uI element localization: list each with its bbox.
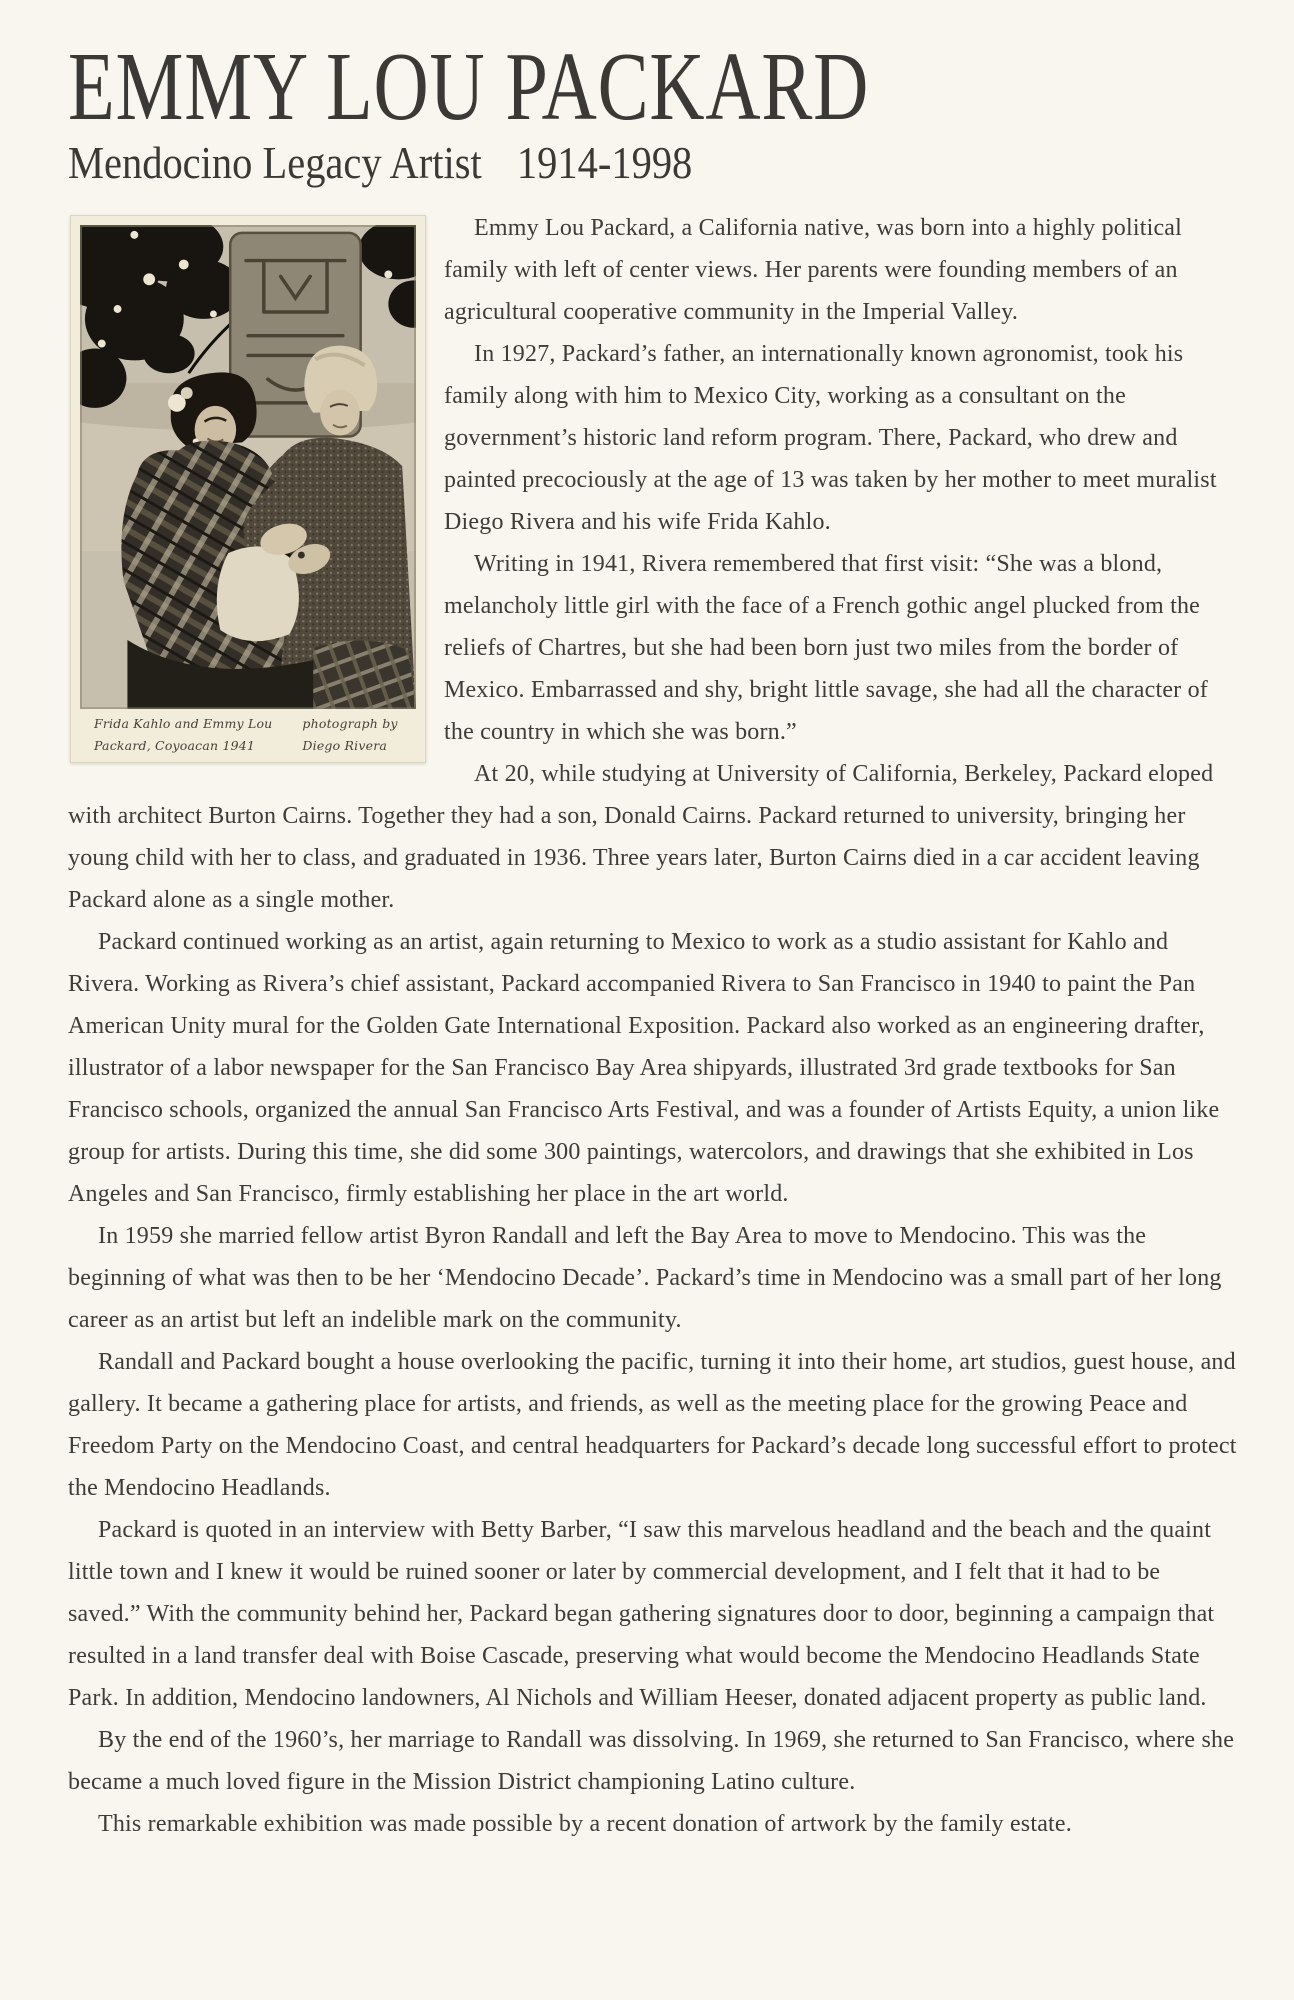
- paragraph-return-sf: By the end of the 1960’s, her marriage to Randall was dissolving. In 1969, she returned to San Francisco, where she became a much loved figure in the Mission District championing Latino culture.: [68, 1727, 1235, 1796]
- subtitle-text: Mendocino Legacy Artist: [68, 137, 482, 189]
- paragraph-headlands-campaign: Packard is quoted in an interview with Betty Barber, “I saw this marvelous headland and the beach and the quaint little town and I knew it would be ruined sooner or later by commercial development, and I felt that it had to be saved.” With the community behind her, Packard began gathering signatures door to door, beginning a campaign that resulted in a land transfer deal with Boise Cascade, preserving what would become the Mendocino Headlands State Park. In addition, Mendocino landowners, Al Nichols and William Heeser, donated adjacent property as public land.: [68, 1517, 1215, 1712]
- paragraph-berkeley: At 20, while studying at University of California, Berkeley, Packard eloped with architect Burton Cairns. Together they had a son, Donald Cairns. Packard returned to university, bringing her young child with her to class, and graduated in 1936. Three years later, Burton Cairns died in a car accident leaving Packard alone as a single mother.: [68, 761, 1214, 914]
- paragraph-mendocino-move: In 1959 she married fellow artist Byron Randall and left the Bay Area to move to Mendocino. This was the beginning of what was then to be her ‘Mendocino Decade’. Packard’s time in Mendocino was a small part of her long career as an artist but left an indelible mark on the community.: [68, 1223, 1222, 1334]
- photo-caption-right: photograph by Diego Rivera: [302, 716, 398, 754]
- article-body: [68, 207, 1237, 1845]
- paragraph-mexico-city: In 1927, Packard’s father, an internationally known agronomist, took his family along with him to Mexico City, working as a consultant on the government’s historic land reform program. There, Packard, who drew and painted precociously at the age of 13 was taken by her mother to meet muralist Diego Rivera and his wife Frida Kahlo.: [444, 341, 1217, 536]
- photo-figure: [70, 215, 426, 763]
- page-title: EMMY LOU PACKARD: [68, 33, 870, 141]
- paragraph-intro: Emmy Lou Packard, a California native, was born into a highly political family with left of center views. Her parents were founding members of an agricultural cooperative community in the Imperial Valley.: [444, 215, 1183, 326]
- paragraph-house-gallery: Randall and Packard bought a house overlooking the pacific, turning it into their home, art studios, guest house, and gallery. It became a gathering place for artists, and friends, as well as the meeting place for the growing Peace and Freedom Party on the Mendocino Coast, and central headquarters for Packard’s decade long successful effort to protect the Mendocino Headlands.: [68, 1349, 1237, 1502]
- page-header: [68, 33, 1237, 189]
- photo-caption: [80, 709, 416, 759]
- paragraph-exhibition-note: This remarkable exhibition was made possible by a recent donation of artwork by the family estate.: [98, 1811, 1072, 1838]
- photo-frida-and-emmy: [80, 225, 416, 709]
- paragraph-rivera-quote: Writing in 1941, Rivera remembered that first visit: “She was a blond, melancholy little girl with the face of a French gothic angel plucked from the reliefs of Chartres, but she had been born just two miles from the border of Mexico. Embarrassed and shy, bright little savage, she had all the character of the country in which she was born.”: [444, 551, 1208, 746]
- subtitle-years: 1914-1998: [516, 137, 693, 189]
- page-subtitle: [68, 136, 1097, 189]
- paragraph-artist-career: Packard continued working as an artist, again returning to Mexico to work as a studio assistant for Kahlo and Rivera. Working as Rivera’s chief assistant, Packard accompanied Rivera to San Francisco in 1940 to paint the Pan American Unity mural for the Golden Gate International Exposition. Packard also worked as an engineering drafter, illustrator of a labor newspaper for the San Francisco Bay Area shipyards, illustrated 3rd grade textbooks for San Francisco schools, organized the annual San Francisco Arts Festival, and was a founder of Artists Equity, a union like group for artists. During this time, she did some 300 paintings, watercolors, and drawings that she exhibited in Los Angeles and San Francisco, firmly establishing her place in the art world.: [68, 929, 1220, 1208]
- photo-caption-left: Frida Kahlo and Emmy Lou Packard, Coyoacan 1941: [94, 716, 273, 754]
